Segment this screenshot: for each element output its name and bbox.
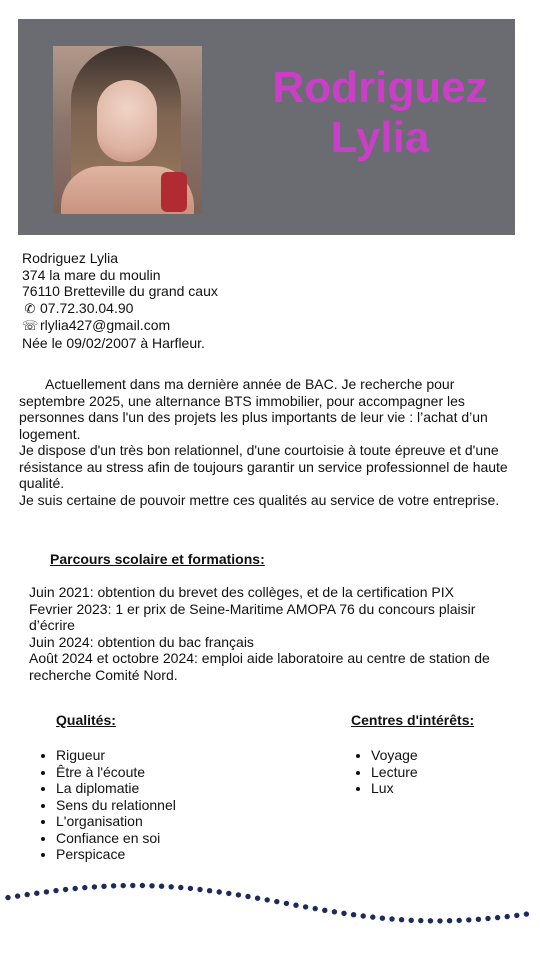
wave-dot	[303, 904, 308, 909]
wave-dot	[361, 913, 366, 918]
photo-top	[161, 172, 187, 212]
qualite-item: • Être à l'écoute	[56, 764, 176, 781]
wave-dot	[457, 918, 462, 923]
wave-dot	[188, 886, 193, 891]
wave-dot	[140, 883, 145, 888]
wave-dot	[82, 885, 87, 890]
wave-dot	[44, 889, 49, 894]
intro-paragraph-2: Je dispose d'un très bon relationnel, d'une courtoisie à toute épreuve et d'une résistance au stress afin de toujours garantir un service professionnel de haute qualité.	[19, 442, 508, 491]
wave-dot	[226, 891, 231, 896]
wave-dot	[476, 917, 481, 922]
parcours-item: Août 2024 et octobre 2024: emploi aide laboratoire au centre de station de recherche Comité Nord.	[29, 650, 490, 683]
wave-dot	[409, 918, 414, 923]
wave-dot	[25, 892, 30, 897]
wave-dot	[217, 889, 222, 894]
dotted-wave-decoration	[0, 870, 540, 930]
interet-item: • Lecture	[371, 764, 418, 781]
qualite-item: • La diplomatie	[56, 780, 176, 797]
wave-dot	[284, 901, 289, 906]
wave-dot	[149, 883, 154, 888]
wave-dot	[380, 916, 385, 921]
header-name	[255, 63, 505, 163]
qualite-item: • Rigueur	[56, 747, 176, 764]
contact-block	[22, 250, 382, 351]
intro-paragraph-1: Actuellement dans ma dernière année de BAC. Je recherche pour septembre 2025, une alternance BTS immobilier, pour accompagner les personnes dans l'un des projets les plus importants de leur vie : l’achat d’un logement.	[19, 376, 488, 442]
header-name-line1: Rodriguez	[272, 63, 488, 112]
wave-dot	[274, 899, 279, 904]
wave-dot	[178, 885, 183, 890]
interet-item: • Lux	[371, 780, 418, 797]
qualite-item: • Confiance en soi	[56, 830, 176, 847]
wave-dot	[370, 914, 375, 919]
wave-dot	[524, 911, 529, 916]
wave-dot	[111, 883, 116, 888]
address-line-1: 374 la mare du moulin	[22, 266, 161, 283]
wave-dot	[341, 911, 346, 916]
wave-dot	[236, 892, 241, 897]
qualite-item: • Perspicace	[56, 846, 176, 863]
wave-dot	[73, 886, 78, 891]
wave-dot	[389, 916, 394, 921]
mail-icon: ☏	[22, 318, 39, 333]
wave-dot	[514, 913, 519, 918]
header-banner	[18, 19, 515, 235]
wave-dot	[34, 891, 39, 896]
wave-dot	[351, 912, 356, 917]
contact-name: Rodriguez Lylia	[22, 250, 118, 266]
wave-dot	[53, 888, 58, 893]
wave-dot	[447, 918, 452, 923]
phone-line	[22, 300, 382, 318]
wave-dot	[418, 918, 423, 923]
birth-line: Née le 09/02/2007 à Harfleur.	[22, 334, 205, 351]
wave-dot	[293, 903, 298, 908]
profile-photo	[53, 46, 202, 214]
wave-dot	[130, 883, 135, 888]
wave-dot	[437, 918, 442, 923]
wave-dot	[63, 887, 68, 892]
wave-dot	[322, 908, 327, 913]
qualites-title: Qualités:	[56, 712, 116, 728]
address-line-2: 76110 Bretteville du grand caux	[22, 283, 218, 299]
phone-number: 07.72.30.04.90	[40, 299, 134, 316]
wave-dot	[428, 918, 433, 923]
parcours-title: Parcours scolaire et formations:	[50, 551, 265, 567]
wave-dot	[169, 884, 174, 889]
email-line	[22, 317, 382, 335]
wave-dot	[15, 893, 20, 898]
parcours-list	[29, 584, 521, 683]
intro-block	[19, 376, 517, 508]
qualites-list	[35, 747, 176, 863]
wave-dot	[92, 884, 97, 889]
wave-dot	[399, 917, 404, 922]
wave-dot	[332, 909, 337, 914]
wave-dot	[265, 897, 270, 902]
wave-dot	[159, 884, 164, 889]
intro-paragraph-3: Je suis certaine de pouvoir mettre ces qualités au service de votre entreprise.	[19, 491, 500, 508]
parcours-item: Fevrier 2023: 1 er prix de Seine-Maritime AMOPA 76 du concours plaisir d’écrire	[29, 600, 476, 633]
interets-list	[350, 747, 418, 797]
wave-dot	[466, 917, 471, 922]
wave-dot	[5, 895, 10, 900]
wave-dot	[255, 896, 260, 901]
wave-dot	[121, 883, 126, 888]
wave-dot	[485, 916, 490, 921]
parcours-item: Juin 2021: obtention du brevet des collèges, et de la certification PIX	[29, 584, 454, 600]
photo-face	[97, 80, 157, 162]
header-name-line2: Lylia	[330, 113, 430, 162]
email-address: rlylia427@gmail.com	[40, 317, 171, 333]
wave-dot	[245, 894, 250, 899]
phone-icon: ✆	[24, 300, 36, 316]
wave-dot	[313, 906, 318, 911]
wave-dot	[101, 884, 106, 889]
wave-dot	[207, 888, 212, 893]
wave-dot	[505, 914, 510, 919]
qualite-item: • L'organisation	[56, 813, 176, 830]
wave-dot	[495, 915, 500, 920]
interets-title: Centres d'intérêts:	[351, 712, 475, 728]
parcours-item: Juin 2024: obtention du bac français	[29, 633, 254, 650]
interet-item: • Voyage	[371, 747, 418, 764]
wave-dot	[197, 887, 202, 892]
qualite-item: • Sens du relationnel	[56, 797, 176, 814]
